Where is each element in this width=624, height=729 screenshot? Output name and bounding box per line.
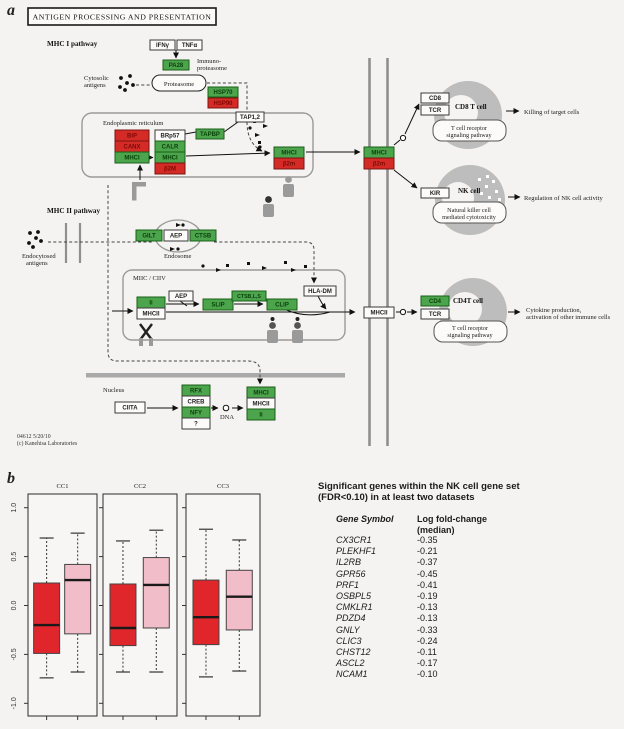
box-red (110, 584, 136, 646)
peptide-square (258, 141, 261, 144)
gene-table-title-line1: Significant genes within the NK cell gene set (318, 481, 520, 492)
dash-recycle-to-nucleus (108, 185, 260, 384)
peptide-dot (176, 247, 179, 250)
log-fold-change: -0.13 (417, 602, 438, 613)
log-fold-change: -0.35 (417, 535, 438, 545)
mhc-molecule-icon-1-head (285, 176, 292, 183)
log-fold-change: -0.11 (417, 646, 437, 657)
nucleus-membrane (86, 373, 345, 378)
mhc-molecule-icon-3-head (269, 322, 276, 329)
pathway-node-label-bip: BiP (126, 133, 138, 140)
nk-granule-dot (495, 190, 498, 193)
pathway-node-label--2m: β2M (164, 166, 176, 173)
box-red (34, 583, 60, 653)
pathway-node-label-mhcii: MHCII (370, 310, 388, 317)
pathway-node-label-ii: Ii (259, 412, 263, 419)
pathway-node-label-hsp90: HSP90 (213, 101, 233, 108)
pathway-label-15: NK cell (458, 187, 481, 195)
gene-symbol: GNLY (336, 624, 360, 635)
pathway-label-16: CD4T cell (453, 297, 484, 305)
pathway-label-8: proteasome (197, 65, 227, 72)
pathway-label-12: antigens (26, 260, 48, 267)
connector-line (224, 122, 238, 132)
gene-table-row (336, 557, 618, 568)
log-fold-change: -0.45 (417, 568, 438, 579)
mhc-molecule-icon-1-body (283, 184, 294, 197)
pathway-node-label-pa28: PA28 (168, 63, 184, 70)
pathway-label-18: signaling pathway (446, 132, 492, 139)
pathway-node-label-mhci: MHCI (281, 150, 297, 157)
nk-granule-dot (488, 196, 491, 199)
pathway-node-label-kir: KIR (429, 191, 441, 198)
panel-a-label: a (7, 2, 15, 19)
peptide-on-mhc-dot (296, 317, 300, 321)
cytosolic-antigen-icon (125, 81, 129, 85)
protease-leg (139, 338, 143, 346)
pathway-label-25: Cytokine production, (526, 307, 582, 314)
dna-node (223, 405, 229, 411)
pathway-node-label-tapbp: TAPBP (200, 132, 220, 139)
endocytosed-antigen-icon (28, 231, 32, 235)
log-fold-change: -0.41 (417, 579, 438, 590)
gene-symbol: CX3CR1 (336, 535, 372, 545)
peptide-square (226, 264, 229, 267)
gene-table-row (336, 546, 618, 557)
box-pink (65, 564, 91, 633)
pathway-label-27: 04612 5/20/10 (17, 434, 51, 440)
endocytosed-antigen-icon (34, 236, 38, 240)
connector-line (185, 132, 196, 134)
gene-symbol: PRF1 (336, 579, 360, 590)
panel-b-label: b (7, 470, 15, 487)
logfold-header: Log fold-change (median) (417, 514, 487, 535)
log-fold-change: -0.13 (417, 613, 438, 624)
gene-table-row (336, 591, 618, 602)
pathway-node-label-ctsb-l-s: CTSB,L,S (237, 294, 261, 301)
pathway-label-23: Killing of target cells (524, 109, 580, 116)
pathway-label-13: DNA (219, 414, 235, 421)
endocytosed-antigen-icon (39, 239, 43, 243)
gene-symbol: PDZD4 (336, 613, 366, 624)
log-fold-change: -0.37 (417, 557, 438, 568)
log-fold-change: -0.24 (417, 635, 438, 646)
pathway-node-label--: ? (194, 421, 198, 428)
pathway-node-label-tcr: TCR (428, 108, 442, 115)
pathway-node-label-tcr: TCR (428, 312, 442, 319)
pathway-node-label-gilt: GILT (142, 233, 156, 240)
mhc2-branch-node (400, 309, 405, 314)
log-fold-change: -0.17 (417, 658, 438, 669)
mhc-molecule-icon-4-head (294, 322, 301, 329)
peptide-triangle (291, 268, 296, 272)
peptide-dot (258, 145, 261, 148)
pathway-node-label-brp57: BRp57 (160, 133, 180, 140)
peptide-triangle (216, 268, 221, 272)
pathway-node-label-mhcii: MHCII (252, 401, 270, 408)
membrane-protein-icon (132, 182, 146, 201)
pathway-node-label-canx: CANX (123, 144, 141, 151)
pathway-node-label-calr: CALR (161, 144, 179, 151)
y-tick-label: 0.5 (11, 551, 18, 562)
pathway-node-label-tap1-2: TAP1,2 (240, 115, 260, 122)
pathway-node-label--2m: β2m (372, 161, 386, 168)
boxplot-panel-title-CC3: CC3 (217, 483, 229, 490)
pathway-title: ANTIGEN PROCESSING AND PRESENTATION (32, 12, 212, 22)
pathway-label-1: MHC II pathway (47, 207, 101, 215)
pathway-node-label-mhci: MHCI (162, 155, 178, 162)
gene-symbol: OSBPL5 (336, 590, 372, 601)
gene-symbol: ASCL2 (336, 658, 365, 669)
gene-symbol: IL2RB (336, 557, 362, 568)
nk-granule-dot (480, 192, 483, 195)
gene-table-row (336, 535, 618, 546)
gene-symbol: NCAM1 (336, 669, 368, 680)
pathway-label-19: Natural killer cell (447, 207, 491, 214)
gene-table (318, 481, 618, 680)
dash-endosome-to-hladm (214, 242, 314, 283)
gene-table-row (336, 569, 618, 580)
connector-arrow (405, 104, 419, 134)
gene-symbol: CHST12 (336, 646, 371, 657)
pathway-label-10: antigens (84, 82, 106, 89)
gene-table-row (336, 669, 618, 680)
peptide-dot (248, 126, 251, 129)
pathway-label-11: Endocytosed (22, 253, 56, 260)
pathway-node-label-nfy: NFY (190, 410, 202, 417)
hladm-drop-line (318, 296, 326, 309)
cytosolic-antigen-icon (131, 83, 135, 87)
peptide-square (304, 265, 307, 268)
gene-table-row (336, 636, 618, 647)
peptide-triangle (263, 124, 268, 128)
box-pink (226, 570, 252, 630)
connector-arrow (394, 170, 417, 188)
gene-symbol-header: Gene Symbol (336, 514, 394, 524)
pathway-node-label-hla-dm: HLA-DM (308, 289, 332, 296)
pathway-node-label-mhci: MHCI (253, 390, 269, 397)
pathway-node-label-tnf-: TNFα (181, 43, 198, 50)
pathway-label-5: Nucleus (103, 387, 125, 394)
peptide-square (247, 262, 250, 265)
pathway-node-label-clip: CLIP (275, 302, 289, 309)
mhc1-branch-node (400, 135, 405, 140)
pathway-node-label-ciita: CIITA (122, 405, 138, 412)
connector-line (394, 140, 400, 145)
pathway-node-label-ii: Ii (149, 300, 153, 307)
gene-table-header (336, 514, 618, 535)
pathway-label-9: Cytosolic (84, 75, 109, 82)
peptide-triangle (170, 247, 175, 251)
connector-arrow (186, 153, 270, 156)
peptide-dot (201, 264, 204, 267)
y-tick-label: 1.0 (11, 502, 18, 513)
pathway-node-label-rfx: RFX (190, 388, 202, 395)
mhc-molecule-icon-4-body (292, 330, 303, 343)
nk-granule-dot (498, 198, 501, 201)
pathway-node-label-aep: AEP (174, 294, 188, 301)
nk-granule-dot (486, 175, 489, 178)
pathway-node-label-mhci: MHCI (124, 155, 140, 162)
gene-table-row (336, 613, 618, 624)
log-fold-change: -0.21 (417, 546, 438, 557)
pathway-label-0: MHC I pathway (47, 40, 98, 48)
cytosolic-antigen-icon (123, 88, 127, 92)
gene-table-row (336, 658, 618, 669)
pathway-node-label-mhci: MHCI (371, 150, 387, 157)
pathway-node-label-aep: AEP (169, 233, 183, 240)
pathway-label-2: Endoplasmic reticulum (103, 120, 164, 127)
pathway-node-label--2m: β2m (282, 161, 296, 168)
pathway-node-label-ifn-: IFNγ (155, 43, 170, 50)
pathway-label-20: mediated cytotoxicity (442, 214, 496, 221)
pathway-label-22: signaling pathway (447, 332, 493, 339)
pathway-label-3: Endosome (164, 253, 192, 260)
pathway-node-label-creb: CREB (187, 399, 205, 406)
pathway-label-4: MIIC / CIIV (133, 275, 166, 282)
endocytosed-antigen-icon (36, 230, 40, 234)
gene-table-row (336, 602, 618, 613)
y-tick-label: -1.0 (11, 697, 18, 710)
peptide-on-mhc-dot (271, 317, 275, 321)
box-red (193, 580, 219, 645)
log-fold-change: -0.33 (417, 624, 438, 635)
peptide-dot (181, 223, 184, 226)
cytosolic-antigen-icon (128, 74, 132, 78)
y-tick-label: 0.0 (11, 600, 18, 611)
boxplot-panel-title-CC2: CC2 (134, 483, 146, 490)
cytosolic-antigen-icon (118, 85, 122, 89)
box-pink (143, 558, 169, 628)
mhc-molecule-icon-2-head (265, 196, 272, 203)
pathway-label-6: Proteasome (163, 81, 195, 88)
protease-leg (149, 338, 153, 346)
pathway-label-14: CD8 T cell (455, 103, 487, 111)
pathway-label-21: T cell receptor (452, 325, 488, 332)
pathway-node-label-cd4: CD4 (428, 299, 442, 306)
gene-symbol: GPR56 (336, 568, 366, 579)
log-fold-change: -0.10 (417, 669, 438, 680)
gene-table-rows (336, 535, 618, 680)
gene-symbol: PLEKHF1 (336, 546, 377, 557)
pathway-node-label-slip: SLIP (211, 302, 225, 309)
gene-symbol: CLIC3 (336, 635, 362, 646)
endocytosed-antigen-icon (31, 245, 35, 249)
protease-scissors-icon (140, 324, 152, 340)
peptide-square (284, 261, 287, 264)
nk-granule-dot (485, 185, 488, 188)
pathway-label-7: Immuno- (197, 58, 222, 65)
endocytosed-antigen-icon (27, 241, 31, 245)
pathway-label-26: activation of other immune cells (526, 314, 611, 321)
pathway-label-24: Regulation of NK cell activity (524, 195, 603, 202)
boxplot-chart (0, 468, 280, 729)
peptide-triangle (255, 133, 260, 137)
gene-table-row (336, 647, 618, 658)
pathway-label-28: (c) Kanehisa Laboratories (17, 441, 78, 447)
peptide-triangle (176, 223, 181, 227)
pathway-node-label-ctsb: CTSB (194, 233, 212, 240)
gene-symbol: CMKLR1 (336, 602, 373, 613)
y-tick-label: -0.5 (11, 648, 18, 661)
pathway-node-label-cd8: CD8 (428, 96, 442, 103)
nk-granule-dot (492, 180, 495, 183)
gene-table-title (318, 481, 618, 503)
gene-table-row (336, 580, 618, 591)
gene-table-row (336, 625, 618, 636)
boxplot-panel-title-CC1: CC1 (56, 483, 69, 490)
mhc-molecule-icon-3-body (267, 330, 278, 343)
pathway-node-label-mhcii: MHCII (142, 311, 160, 318)
gene-table-title-line2: (FDR<0.10) in at least two datasets (318, 492, 475, 503)
pathway-label-17: T cell receptor (451, 125, 487, 132)
cytosolic-antigen-icon (119, 76, 123, 80)
log-fold-change: -0.19 (417, 590, 438, 601)
nk-granule-dot (478, 178, 481, 181)
mhc-molecule-icon-2-body (263, 204, 274, 217)
pathway-node-label-hsp70: HSP70 (213, 90, 233, 97)
